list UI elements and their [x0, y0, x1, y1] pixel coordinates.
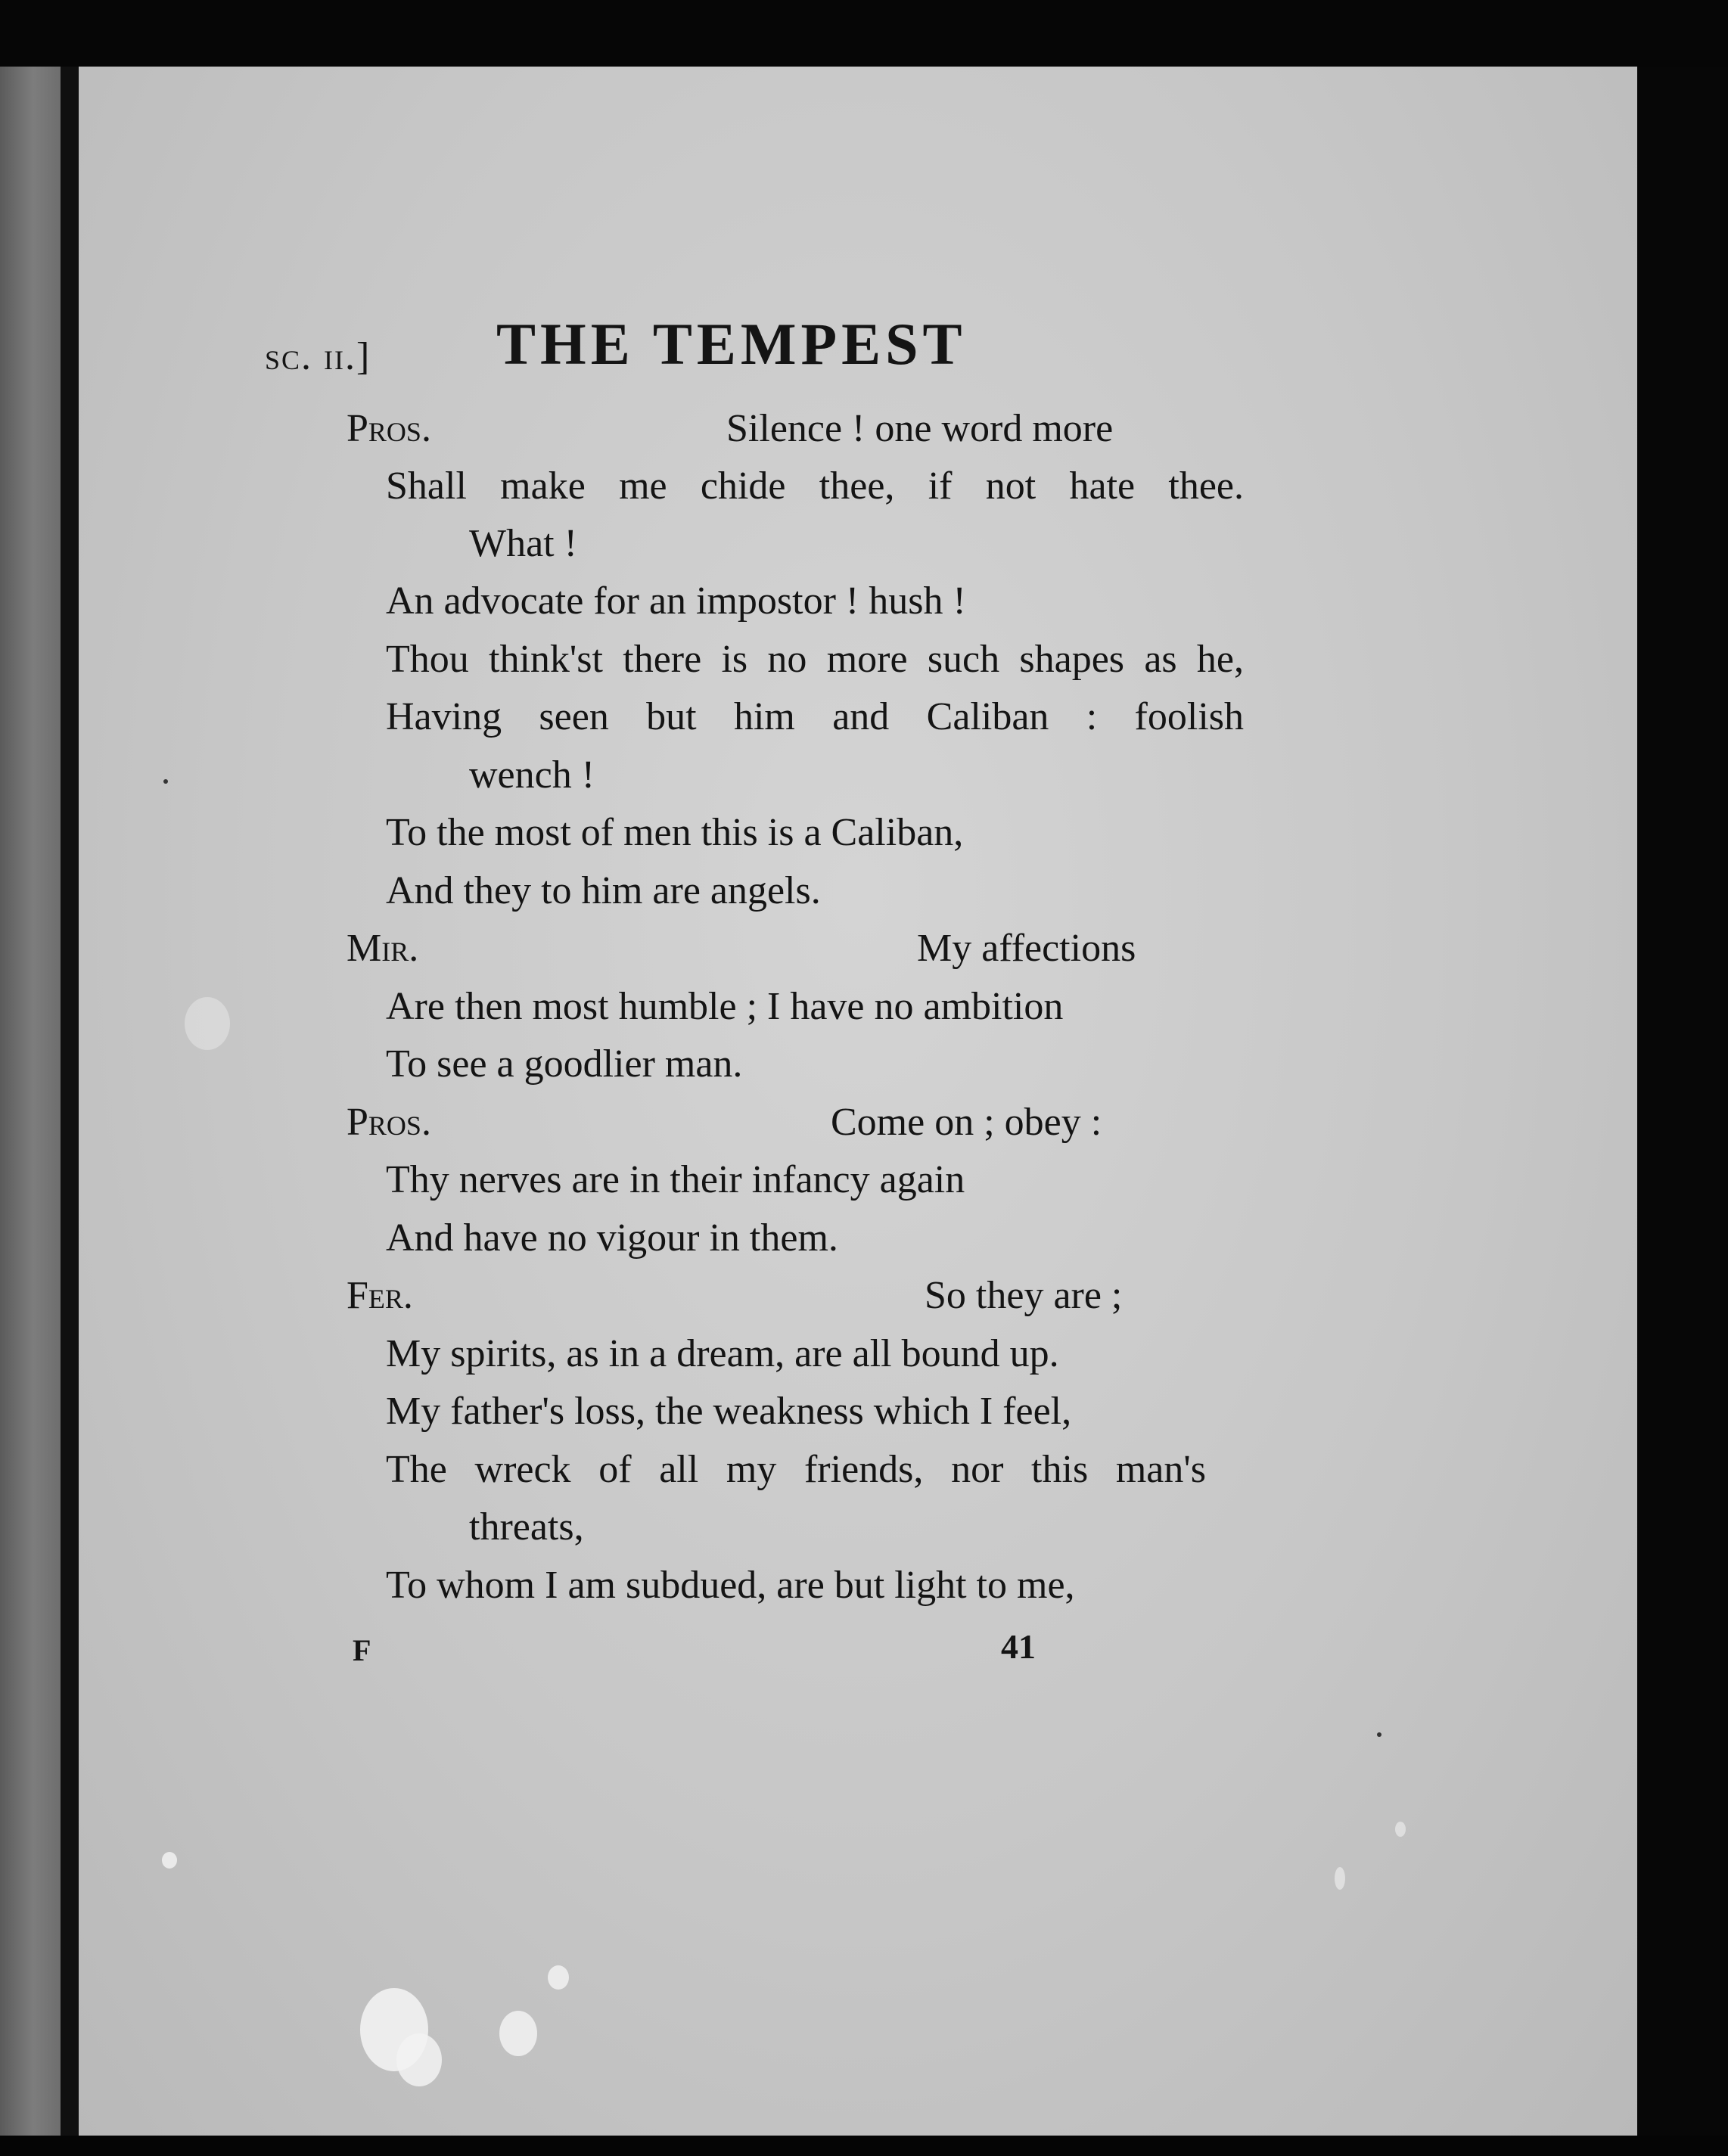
verse-line: And they to him are angels.	[386, 869, 821, 912]
dust-speck	[162, 1852, 177, 1869]
scan-border-right	[1637, 67, 1728, 2156]
page-number: 41	[1001, 1627, 1036, 1666]
verse-line: Thy nerves are in their infancy again	[386, 1158, 965, 1201]
scene-marker: sc. ii.]	[265, 335, 371, 378]
speaker-name: Pros.	[347, 1101, 431, 1144]
binding-gutter	[61, 67, 79, 2154]
verse-line: Shall make me chide thee, if not hate thee.	[386, 464, 1244, 508]
speaker-name: Pros.	[347, 407, 431, 450]
verse-line-continuation: wench !	[469, 753, 595, 797]
dust-speck	[1395, 1822, 1406, 1837]
running-head	[265, 310, 1021, 393]
facing-page-edge	[0, 67, 61, 2154]
dust-speck	[1377, 1732, 1381, 1737]
dust-speck	[163, 779, 168, 784]
scan-border-bottom	[0, 2136, 1728, 2156]
verse-line: Are then most humble ; I have no ambition	[386, 985, 1064, 1028]
verse-line: My spirits, as in a dream, are all bound up.	[386, 1332, 1059, 1375]
verse-line-continuation: threats,	[469, 1505, 584, 1549]
book-title: THE TEMPEST	[496, 311, 967, 377]
dust-speck	[1335, 1867, 1345, 1890]
verse-line: To whom I am subdued, are but light to me,	[386, 1564, 1075, 1607]
verse-line: To the most of men this is a Caliban,	[386, 811, 964, 854]
verse-line: My affections	[917, 927, 1136, 970]
verse-line: Thou think'st there is no more such shapes as he,	[386, 638, 1244, 681]
dust-speck	[396, 2033, 442, 2086]
dust-speck	[548, 1965, 569, 1990]
verse-line: Having seen but him and Caliban : foolish	[386, 695, 1244, 738]
speaker-name: Fer.	[347, 1274, 413, 1317]
signature-mark: F	[353, 1633, 371, 1667]
speaker-name: Mir.	[347, 927, 419, 970]
verse-line-continuation: What !	[469, 522, 577, 565]
dust-speck	[499, 2011, 537, 2056]
dust-speck	[185, 997, 230, 1050]
verse-line: The wreck of all my friends, nor this man's	[386, 1448, 1206, 1491]
verse-line: Silence ! one word more	[726, 407, 1114, 450]
verse-line: To see a goodlier man.	[386, 1042, 743, 1086]
verse-line: My father's loss, the weakness which I feel,	[386, 1390, 1072, 1433]
scan-border-top	[0, 0, 1728, 67]
verse-line: Come on ; obey :	[831, 1101, 1102, 1144]
verse-line: An advocate for an impostor ! hush !	[386, 579, 966, 623]
verse-line: So they are ;	[925, 1274, 1123, 1317]
verse-line: And have no vigour in them.	[386, 1216, 838, 1260]
